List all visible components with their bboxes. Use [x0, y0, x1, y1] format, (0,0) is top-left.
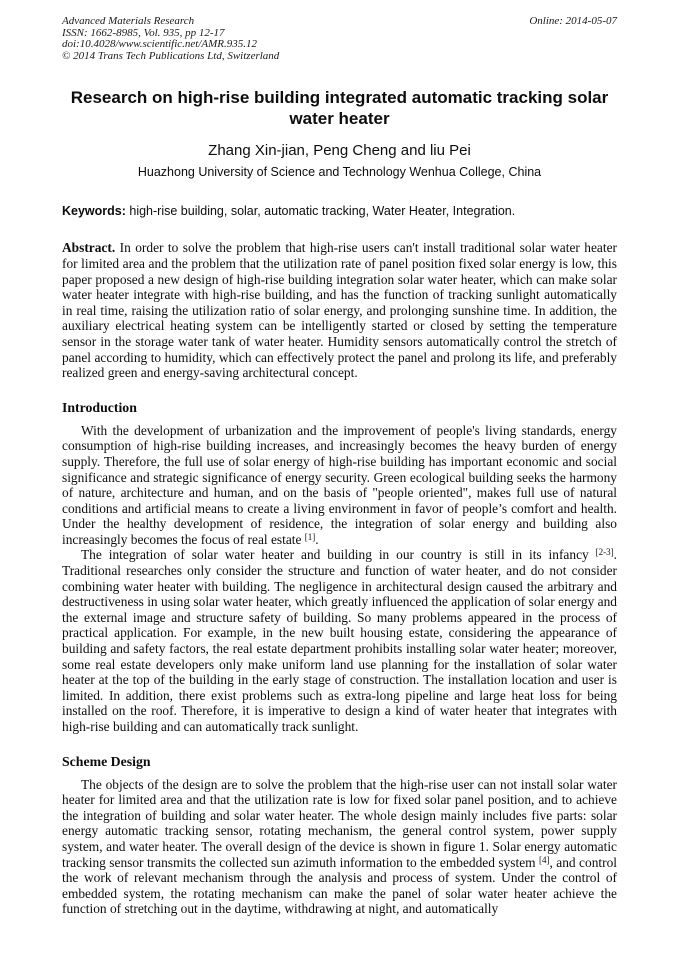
- journal-issn-volume: ISSN: 1662-8985, Vol. 935, pp 12-17: [62, 26, 225, 39]
- citation-ref-2-3: [2-3]: [595, 547, 614, 558]
- paragraph-text: The integration of solar water heater and building in our country is still in its infancy: [81, 547, 596, 563]
- scheme-design-paragraph-1: [62, 777, 617, 917]
- paper-title: Research on high-rise building integrated automatic tracking solar water heater: [70, 88, 609, 129]
- citation-ref-4: [4]: [539, 854, 550, 865]
- introduction-paragraph-2: [62, 547, 617, 734]
- affiliation-line: Huazhong University of Science and Technology Wenhua College, China: [137, 165, 542, 180]
- journal-copyright: © 2014 Trans Tech Publications Ltd, Switzerland: [62, 49, 280, 62]
- paragraph-text: The objects of the design are to solve the problem that the high-rise user can not install solar water heater for limited area and that the utilization rate is low for fixed solar panel position, and to achieve the integration of building and solar water heater. The whole design mainly includes five parts: solar energy automatic tracking sensor, rotating mechanism, the general control system, power supply system, and water heater. The overall design of the device is shown in figure 1. Solar energy automatic tracking sensor transmits the collected sun azimuth information to the embedded system: [62, 776, 617, 870]
- keywords-line: [62, 204, 617, 219]
- online-date: Online: 2014-05-07: [529, 15, 617, 27]
- journal-name: Advanced Materials Research: [62, 15, 195, 27]
- journal-header: [62, 16, 617, 62]
- paragraph-text: .: [315, 531, 319, 547]
- journal-doi: doi:10.4028/www.scientific.net/AMR.935.12: [62, 38, 258, 51]
- abstract-label: Abstract.: [62, 240, 116, 256]
- section-heading-scheme-design: Scheme Design: [62, 753, 151, 769]
- introduction-paragraph-1: [62, 423, 617, 548]
- authors-line: Zhang Xin-jian, Peng Cheng and liu Pei: [208, 142, 471, 160]
- abstract-text: In order to solve the problem that high-rise users can't install traditional solar water heater for limited area and the problem that the utilization rate of panel position fixed solar energy is low, this paper proposed a new design of high-rise building integration solar water heater, which can make solar water heater integrate with high-rise building, and has the function of tracking sunlight automatically in real time, raising the utilization ratio of solar energy, and prolonging sunshine time. In addition, the auxiliary electrical heating system can be intelligently started or closed by setting the temperature sensor in the storage water tank of water heater. Humidity sensors automatically control the stretch of panel according to humidity, which can effectively protect the panel and prolong its life, and preferably realized green and energy-saving architectural concept.: [62, 240, 617, 381]
- abstract-paragraph: [62, 240, 617, 380]
- section-heading-introduction: Introduction: [62, 399, 137, 415]
- keywords-text: high-rise building, solar, automatic tracking, Water Heater, Integration.: [125, 204, 516, 219]
- journal-info-block: [62, 16, 279, 62]
- paragraph-text: . Traditional researches only consider the structure and function of water heater, and do not consider combining water heater with building. The negligence in architectural design caused the arbitrary and destructiveness in using solar water heater, which greatly influenced the application of solar energy and the external image and structure safety of building. So many problems appeared in the process of practical application. For example, in the new built housing estate, considering the appearance of building and safety factors, the real estate department prohibits installing solar water heater; moreover, some real estate developers only make uniform land use planning for the installation of solar water heater at the top of the building in the early stage of construction. The installation location and user is limited. In addition, there exist problems such as extra-long pipeline and large heat loss for being installed on the roof. Therefore, it is imperative to design a kind of water heater that integrates with high-rise building and can automatically track sunlight.: [62, 547, 617, 734]
- keywords-label: Keywords:: [62, 204, 126, 219]
- paragraph-text: With the development of urbanization and the improvement of people's living standards, energy consumption of high-rise building increases, and increasingly becomes the heavy burden of energy supply. Therefore, the full use of solar energy of high-rise building has important economic and social significance and strategic significance of energy security. Green ecological building seeks the harmony of nature, architecture and human, and on the basis of "people oriented", makes full use of natural conditions and artificial means to create a living environment in favor of people’s comfort and health. Under the healthy development of residence, the integration of solar energy and building also increasingly becomes the focus of real estate: [62, 422, 617, 547]
- citation-ref-1: [1]: [304, 531, 316, 542]
- paragraph-text: , and control the work of relevant mechanism through the analysis and process of system. Under the control of embedded system, the rotating mechanism can make the panel of solar water heater achieve the function of stretching out in the daytime, withdrawing at night, and automatically: [62, 854, 617, 917]
